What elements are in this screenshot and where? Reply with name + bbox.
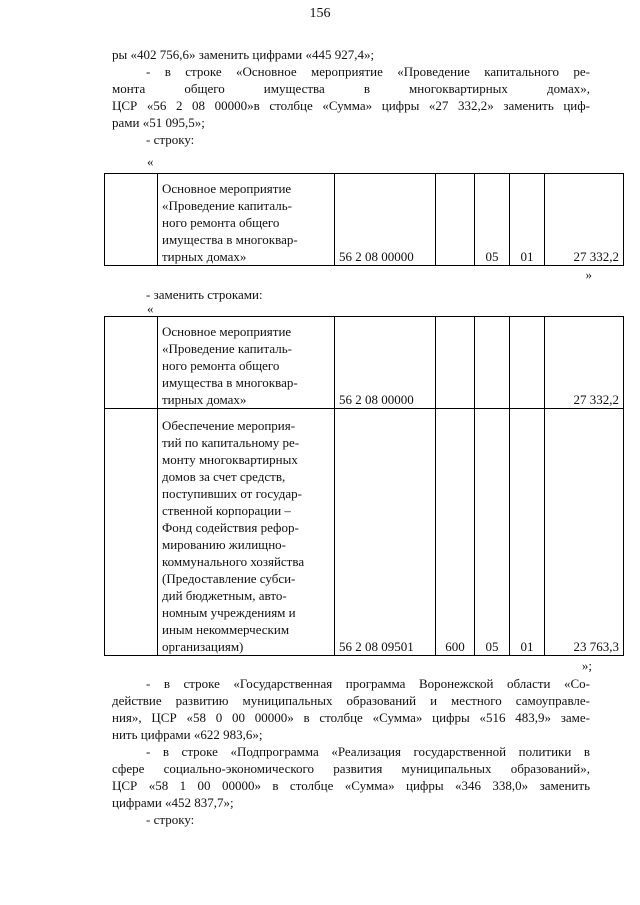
paragraph-3 bbox=[112, 743, 590, 828]
table-cell-pr: 01 bbox=[510, 409, 545, 656]
cell-text-line: мированию жилищно- bbox=[162, 537, 286, 552]
table-cell-empty bbox=[105, 409, 158, 656]
text-line: сфере социально-экономического развития муниципальных образований», bbox=[112, 761, 590, 776]
cell-text-line: тий по капитальному ре- bbox=[162, 435, 300, 450]
table-cell-name bbox=[158, 174, 335, 266]
text-line: ры «402 756,6» заменить цифрами «445 927,4»; bbox=[112, 47, 375, 62]
text-line: действие развитию муниципальных образований и местного самоуправле- bbox=[112, 693, 590, 708]
table-cell-pr bbox=[510, 317, 545, 409]
paragraph-1 bbox=[112, 46, 590, 148]
text-line: монта общего имущества в многоквартирных домах», bbox=[112, 81, 590, 96]
table-cell-pr: 01 bbox=[510, 174, 545, 266]
text-line: ЦСР «56 2 08 00000»в столбце «Сумма» цифры «27 332,2» заменить циф- bbox=[112, 98, 590, 113]
cell-text-line: Основное мероприятие bbox=[162, 324, 292, 339]
cell-text-line: номным учреждениям и bbox=[162, 605, 296, 620]
table-cell-vr bbox=[436, 317, 475, 409]
table-cell-vr: 600 bbox=[436, 409, 475, 656]
cell-text-line: тирных домах» bbox=[162, 392, 247, 407]
table-cell-csr: 56 2 08 09501 bbox=[335, 409, 436, 656]
cell-text-line: Основное мероприятие bbox=[162, 181, 292, 196]
table-cell-empty bbox=[105, 174, 158, 266]
cell-text-line: Фонд содействия рефор- bbox=[162, 520, 299, 535]
table-row bbox=[105, 409, 624, 656]
text-line: рами «51 095,5»; bbox=[112, 115, 205, 130]
cell-text-line: ного ремонта общего bbox=[162, 358, 280, 373]
table-row bbox=[105, 174, 624, 266]
table-original-row bbox=[104, 173, 624, 266]
cell-text-line: ственной корпорации – bbox=[162, 503, 291, 518]
table-cell-name bbox=[158, 409, 335, 656]
closing-quote: » bbox=[585, 267, 592, 282]
cell-text-line: домов за счет средств, bbox=[162, 469, 286, 484]
text-line: цифрами «452 837,7»; bbox=[112, 795, 234, 810]
cell-text-line: коммунального хозяйства bbox=[162, 554, 305, 569]
text-line: - строку: bbox=[146, 812, 195, 827]
table-replacement-rows bbox=[104, 316, 624, 656]
cell-text-line: поступивших от государ- bbox=[162, 486, 302, 501]
text-line: - строку: bbox=[146, 132, 195, 147]
text-line: - в строке «Основное мероприятие «Проведение капитального ре- bbox=[146, 64, 590, 79]
table-cell-sum: 27 332,2 bbox=[545, 317, 624, 409]
page-number: 156 bbox=[309, 6, 331, 21]
cell-text-line: организациям) bbox=[162, 639, 244, 654]
cell-text-line: иным некоммерческим bbox=[162, 622, 290, 637]
table-cell-name bbox=[158, 317, 335, 409]
cell-text-line: Обеспечение мероприя- bbox=[162, 418, 296, 433]
table-cell-rz: 05 bbox=[475, 409, 510, 656]
text-line: - в строке «Государственная программа Воронежской области «Со- bbox=[146, 676, 590, 691]
opening-quote: « bbox=[147, 301, 154, 316]
table-cell-rz bbox=[475, 317, 510, 409]
table-cell-csr: 56 2 08 00000 bbox=[335, 174, 436, 266]
table-row bbox=[105, 317, 624, 409]
closing-quote: »; bbox=[581, 658, 592, 673]
text-line: ния», ЦСР «58 0 00 00000» в столбце «Сумма» цифры «516 483,9» заме- bbox=[112, 710, 590, 725]
cell-text-line: имущества в многоквар- bbox=[162, 232, 298, 247]
cell-text-line: «Проведение капиталь- bbox=[162, 198, 292, 213]
table-cell-csr: 56 2 08 00000 bbox=[335, 317, 436, 409]
cell-text-line: дий бюджетным, авто- bbox=[162, 588, 287, 603]
text-line: нить цифрами «622 983,6»; bbox=[112, 727, 263, 742]
text-line: - в строке «Подпрограмма «Реализация государственной политики в bbox=[146, 744, 590, 759]
cell-text-line: ного ремонта общего bbox=[162, 215, 280, 230]
opening-quote: « bbox=[147, 154, 154, 169]
cell-text-line: (Предоставление субси- bbox=[162, 571, 296, 586]
table-cell-empty bbox=[105, 317, 158, 409]
cell-text-line: тирных домах» bbox=[162, 249, 247, 264]
table-cell-vr bbox=[436, 174, 475, 266]
replace-label: - заменить строками: bbox=[146, 287, 263, 302]
text-line: ЦСР «58 1 00 00000» в столбце «Сумма» цифры «346 338,0» заменить bbox=[112, 778, 590, 793]
cell-text-line: имущества в многоквар- bbox=[162, 375, 298, 390]
cell-text-line: «Проведение капиталь- bbox=[162, 341, 292, 356]
table-cell-rz: 05 bbox=[475, 174, 510, 266]
table-cell-sum: 23 763,3 bbox=[545, 409, 624, 656]
cell-text-line: монту многоквартирных bbox=[162, 452, 298, 467]
paragraph-2 bbox=[112, 675, 590, 743]
table-cell-sum: 27 332,2 bbox=[545, 174, 624, 266]
